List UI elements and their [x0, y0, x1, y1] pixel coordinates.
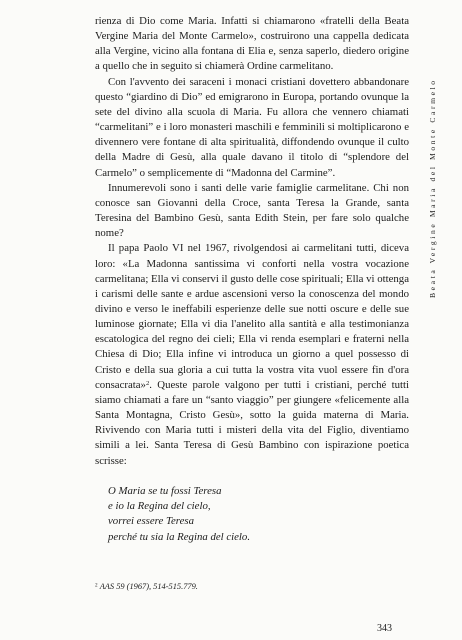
paragraph-4	[95, 241, 409, 468]
body-text	[95, 14, 409, 469]
page-number: 343	[377, 623, 392, 634]
poem-line: e io la Regina del cielo,	[108, 500, 211, 513]
poem	[108, 484, 368, 545]
running-head: Beata Vergine Maria del Monte Carmelo	[428, 78, 437, 298]
poem-line: vorrei essere Teresa	[108, 515, 194, 528]
footnote-mark: 2	[95, 582, 98, 589]
poem-line: O Maria se tu fossi Teresa	[108, 485, 222, 497]
paragraph-3: Innumerevoli sono i santi delle varie famiglie carmelitane. Chi non conosce san Giovanni della Croce, santa Teresa la Grande, santa Teresina del Bambino Gesù, santa Edith Stein, per fare solo qualche nome?	[95, 181, 409, 240]
paragraph-4-text-b: . Queste parole valgono per tutti i cristiani, perché tutti siamo chiamati a fare un “santo viaggio” per giungere «felicemente alla Santa Montagna, Cristo Gesù», sotto la guida materna di Maria. Rivivendo con Maria tutti i misteri della vita del Figlio, diventiamo simili a lei. Santa Teresa di Gesù Bambino con ispirazione poetica scrisse:	[95, 378, 409, 467]
footnote-reference: 2	[145, 379, 150, 387]
paragraph-2: Con l'avvento dei saraceni i monaci cristiani dovettero abbandonare questo “giardino di Dio” ed emigrarono in Europa, portando ovunque la sete del divino alla scuola di Maria. Fu allora che vennero chiamati “carmelitani” e i loro monasteri maschili e femminili si moltiplicarono e divennero vere fontane di alta spiritualità, diffondendo ovunque il culto della Madre di Gesù, alla quale davano il titolo di “splendore del Carmelo” o semplicemente di “Madonna del Carmine”.	[95, 75, 409, 179]
footnote-text: AAS 59 (1967), 514-515.779.	[99, 582, 198, 591]
footnote	[95, 581, 198, 592]
paragraph-4-text-a: Il papa Paolo VI nel 1967, rivolgendosi ai carmelitani tutti, diceva loro: «La Madonna santissima vi conforti nella vostra vocazione carmelitana; Ella vi conservi il gusto delle cose spirituali; Ella vi ottenga i carismi delle sante e ardue ascensioni verso la conoscenza del mondo divino e verso le ineffabili esperienze delle sue notti oscure e delle sue luminose giornate; Ella vi dia l'anelito alla santità e alla testimonianza escatologica del regno dei cieli; Ella vi renda esemplari e fraterni nella Chiesa di Dio; Ella infine vi introduca un giorno a quel possesso di Cristo e della sua gloria a cui tutta la vostra vita vuol essere fin d'ora consacrata»	[95, 242, 409, 391]
paragraph-1: rienza di Dio come Maria. Infatti si chiamarono «fratelli della Beata Vergine Maria del Monte Carmelo», costruirono una cappella dedicata alla Vergine, vicino alla fontana di Elia e, senza saperlo, diedero origine a quello che in seguito si chiamerà Ordine carmelitano.	[95, 15, 409, 73]
poem-line: perché tu sia la Regina del cielo.	[108, 530, 251, 543]
